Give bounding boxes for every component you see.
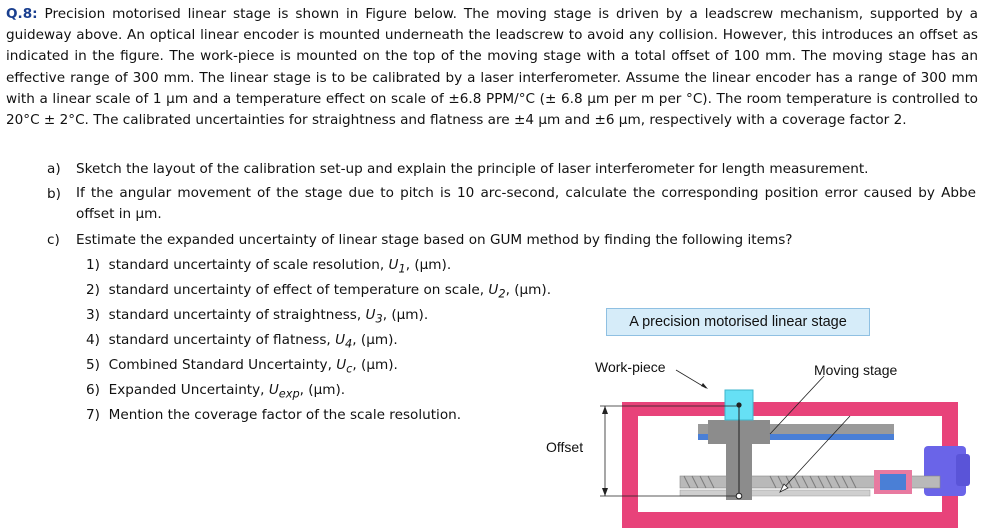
- workpiece-point: [736, 402, 741, 407]
- sub-item-1: 1) standard uncertainty of scale resolution, $U_1$, (µm).: [86, 257, 452, 276]
- linear-stage-diagram: [580, 350, 980, 532]
- part-b-label: b): [47, 186, 61, 202]
- encoder-point: [736, 493, 742, 499]
- part-c-label: c): [47, 232, 60, 248]
- offset-arrow-up: [602, 406, 608, 414]
- label-moving-stage: Moving stage: [814, 362, 898, 378]
- sub-item-4: 4) standard uncertainty of flatness, $U_4$, (µm).: [86, 332, 398, 351]
- question-intro: [6, 4, 978, 131]
- sub-item-2: 2) standard uncertainty of effect of temperature on scale, $U_2$, (µm).: [86, 282, 552, 301]
- sub-item-3: 3) standard uncertainty of straightness, $U_3$, (µm).: [86, 307, 429, 326]
- figure-title: A precision motorised linear stage: [606, 308, 870, 336]
- bottom-rail: [680, 490, 870, 496]
- coupling-core: [880, 474, 906, 490]
- part-c-text: Estimate the expanded uncertainty of linear stage based on GUM method by finding the following items?: [76, 232, 793, 248]
- motor-hub: [956, 454, 970, 486]
- question-text: Precision motorised linear stage is shown in Figure below. The moving stage is driven by a leadscrew mechanism, supported by a guideway above. An optical linear encoder is mounted underneath the leadscrew to avoid any collision. However, this introduces an offset as indicated in the figure. The work-piece is mounted on the top of the moving stage with a total offset of 100 mm. The moving stage has an effective range of 300 mm. The linear stage is to be calibrated by a laser interferometer. Assume the linear encoder has a range of 300 mm with a linear scale of 1 µm and a temperature effect on scale of ±6.8 PPM/°C (± 6.8 µm per m per °C). The room temperature is controlled to 20°C ± 2°C. The calibrated uncertainties for straightness and flatness are ±4 µm and ±6 µm, respectively with a coverage factor 2.: [6, 6, 978, 129]
- offset-arrow-down: [602, 488, 608, 496]
- sub-item-6: 6) Expanded Uncertainty, $U_{exp}$, (µm).: [86, 382, 346, 401]
- sub-item-5: 5) Combined Standard Uncertainty, $U_c$, (µm).: [86, 357, 398, 376]
- question-number: Q.8:: [6, 6, 38, 22]
- leader-work-piece-tip: [701, 383, 708, 389]
- label-work-piece: Work-piece: [595, 359, 666, 375]
- part-a-text: Sketch the layout of the calibration set-up and explain the principle of laser interferometer for length measurement.: [76, 161, 869, 177]
- part-a-label: a): [47, 161, 61, 177]
- label-offset: Offset: [546, 439, 584, 455]
- sub-item-7: 7) Mention the coverage factor of the scale resolution.: [86, 407, 462, 423]
- part-b-text: If the angular movement of the stage due to pitch is 10 arc-second, calculate the corresponding position error caused by Abbe offset in µm.: [76, 185, 976, 222]
